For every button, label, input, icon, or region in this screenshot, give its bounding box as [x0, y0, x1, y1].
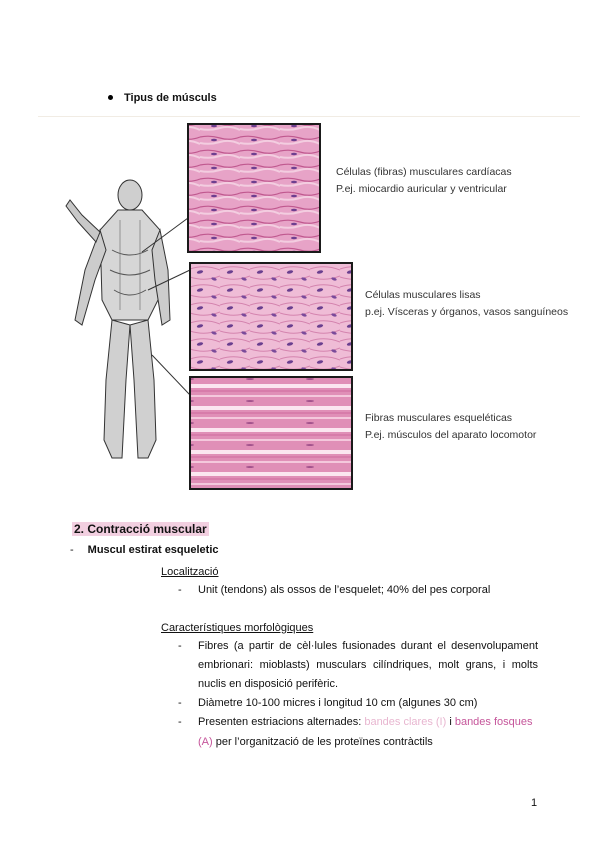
- caracteristiques-item-1-dash: [178, 640, 198, 652]
- dark-bands-label: (A): [198, 736, 213, 748]
- item-1-line-1: Fibres (a partir de cèl·lules fusionades durant el desenvolupament: [198, 640, 538, 652]
- skeletal-tissue-image: [190, 377, 352, 489]
- divider: [38, 116, 580, 117]
- muscle-types-figure: [40, 120, 580, 495]
- caracteristiques-item-3: [178, 716, 533, 728]
- subtitle-text: Muscul estirat esqueletic: [87, 544, 219, 556]
- caracteristiques-item-1: [198, 637, 538, 694]
- item-dash: -: [178, 697, 182, 709]
- smooth-tissue-image: [190, 263, 352, 370]
- bullet-heading-text: Tipus de músculs: [124, 92, 217, 104]
- caracteristiques-heading: Característiques morfològiques: [161, 622, 314, 634]
- anatomy-figure: [66, 180, 170, 458]
- caption-skeletal-1: Fibras musculares esqueléticas: [365, 412, 513, 424]
- section-subtitle: [70, 544, 219, 556]
- item-3-line-2-rest: per l’organització de les proteïnes contràctils: [212, 736, 433, 748]
- cardiac-tissue-image: [188, 124, 320, 252]
- bullet-dot-icon: [108, 95, 113, 100]
- caption-skeletal-2: P.ej. músculos del aparato locomotor: [365, 429, 537, 441]
- page-number: 1: [531, 797, 538, 809]
- light-bands-text: bandes clares (I): [364, 716, 447, 728]
- localitzacio-item-text: Unit (tendons) als ossos de l’esquelet; 40% del pes corporal: [198, 584, 491, 596]
- item-1-line-2: embrionari: mioblasts) musculars cilíndriques, molt grans, i molts: [198, 659, 538, 671]
- bullet-heading: [108, 92, 217, 104]
- caption-cardiac-1: Células (fibras) musculares cardíacas: [336, 166, 512, 178]
- item-3-before: Presenten estriacions alternades:: [198, 716, 365, 728]
- subtitle-dash: -: [70, 544, 74, 556]
- item-dash: -: [178, 640, 182, 652]
- localitzacio-heading: Localització: [161, 566, 219, 578]
- item-3-line-2: [198, 736, 433, 748]
- item-dash: -: [178, 716, 182, 728]
- caption-smooth-1: Células musculares lisas: [365, 289, 481, 301]
- item-2-text: Diàmetre 10-100 micres i longitud 10 cm (algunes 30 cm): [198, 697, 478, 709]
- item-dash: -: [178, 584, 182, 596]
- localitzacio-item: [178, 584, 490, 596]
- caracteristiques-item-2: [178, 697, 477, 709]
- section-heading: 2. Contracció muscular: [74, 522, 207, 536]
- dark-bands-text: bandes fosques: [454, 716, 533, 728]
- item-3-mid: i: [446, 716, 455, 728]
- item-1-line-3: nuclis en disposició perifèric.: [198, 678, 339, 690]
- caption-smooth-2: p.ej. Vísceras y órganos, vasos sanguíneos: [365, 306, 569, 318]
- caption-cardiac-2: P.ej. miocardio auricular y ventricular: [336, 183, 507, 195]
